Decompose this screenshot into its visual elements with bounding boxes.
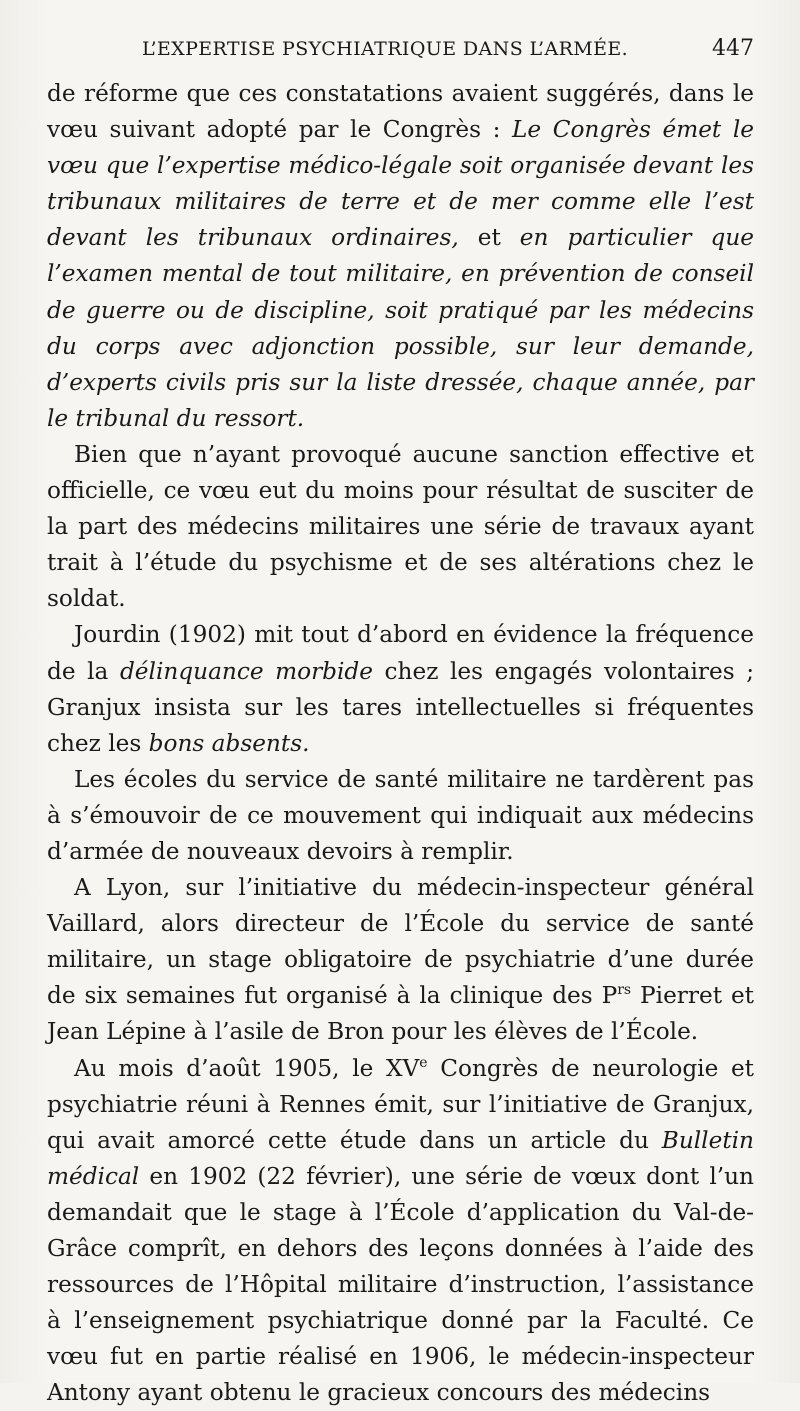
text-run: Les écoles du service de santé militaire ne tardèrent pas à s’émouvoir de ce mouvement qui indiquait aux médecins d’armée de nouveaux devoirs à remplir. <box>47 765 754 865</box>
paragraph <box>47 1051 754 1411</box>
body-text <box>47 76 754 1411</box>
text-run: de réforme que ces constatations avaient suggérés, dans le vœu suivant adopté par le Congrès : <box>47 80 754 144</box>
paragraph <box>47 76 754 437</box>
text-run: Congrès de neurologie et psychiatrie réuni à Rennes émit, sur l’initiative de Granjux, qui avait amorcé cette étude dans un article du <box>47 1054 755 1154</box>
text-run: et <box>458 224 520 252</box>
text-run: chez les engagés volontaires ; Granjux insista sur les tares intellectuelles si fréquentes chez les <box>47 657 755 757</box>
paragraph <box>47 617 754 761</box>
italic-text: bons absents. <box>148 729 310 757</box>
paragraph <box>47 437 754 617</box>
text-run: Au mois d’août 1905, le XV <box>74 1054 420 1082</box>
text-run: en 1902 (22 février), une série de vœux dont l’un demandait que le stage à l’École d’application du Val-de-Grâce comprît, en dehors des leçons données à l’aide des ressources de l’Hôpital militaire d’instruction, l’assistance à l’enseignement psychiatrique donné par la Faculté. Ce vœu fut en partie réalisé en 1906, le médecin-inspecteur Antony ayant obtenu le gracieux concours des médecins <box>47 1162 754 1407</box>
italic-text: Bulletin médical <box>47 1126 754 1190</box>
paragraph <box>47 762 754 870</box>
paragraph <box>47 870 754 1050</box>
superscript-text: e <box>419 1054 428 1071</box>
page-number: 447 <box>712 36 754 61</box>
running-head <box>47 34 754 74</box>
text-run: Jourdin (1902) mit tout d’abord en évidence la fréquence de la <box>47 621 754 685</box>
italic-text: délinquance morbide <box>119 657 373 685</box>
italic-text: Le Congrès émet le vœu que l’expertise médico-légale soit organisée devant les tribunaux militaires de terre et de mer comme elle l’est devant les tribunaux ordinaires, <box>47 116 754 252</box>
running-title: L’EXPERTISE PSYCHIATRIQUE DANS L’ARMÉE. <box>142 38 629 60</box>
italic-text: en particulier que l’examen mental de tout militaire, en prévention de conseil de guerre ou de discipline, soit pratiqué par les médecins du corps avec adjonction possible, sur leur demande, d’experts civils pris sur la liste dressée, chaque année, par le tribunal du ressort. <box>47 224 754 432</box>
text-run: Bien que n’ayant provoqué aucune sanction effective et officielle, ce vœu eut du moins pour résultat de susciter de la part des médecins militaires une série de travaux ayant trait à l’étude du psychisme et de ses altérations chez le soldat. <box>47 440 754 613</box>
text-run: A Lyon, sur l’initiative du médecin-inspecteur général Vaillard, alors directeur de l’École du service de santé militaire, un stage obligatoire de psychiatrie d’une durée de six semaines fut organisé à la clinique des P <box>47 874 754 1010</box>
superscript-text: rs <box>617 982 632 999</box>
text-run: Pierret et Jean Lépine à l’asile de Bron pour les élèves de l’École. <box>47 982 754 1046</box>
